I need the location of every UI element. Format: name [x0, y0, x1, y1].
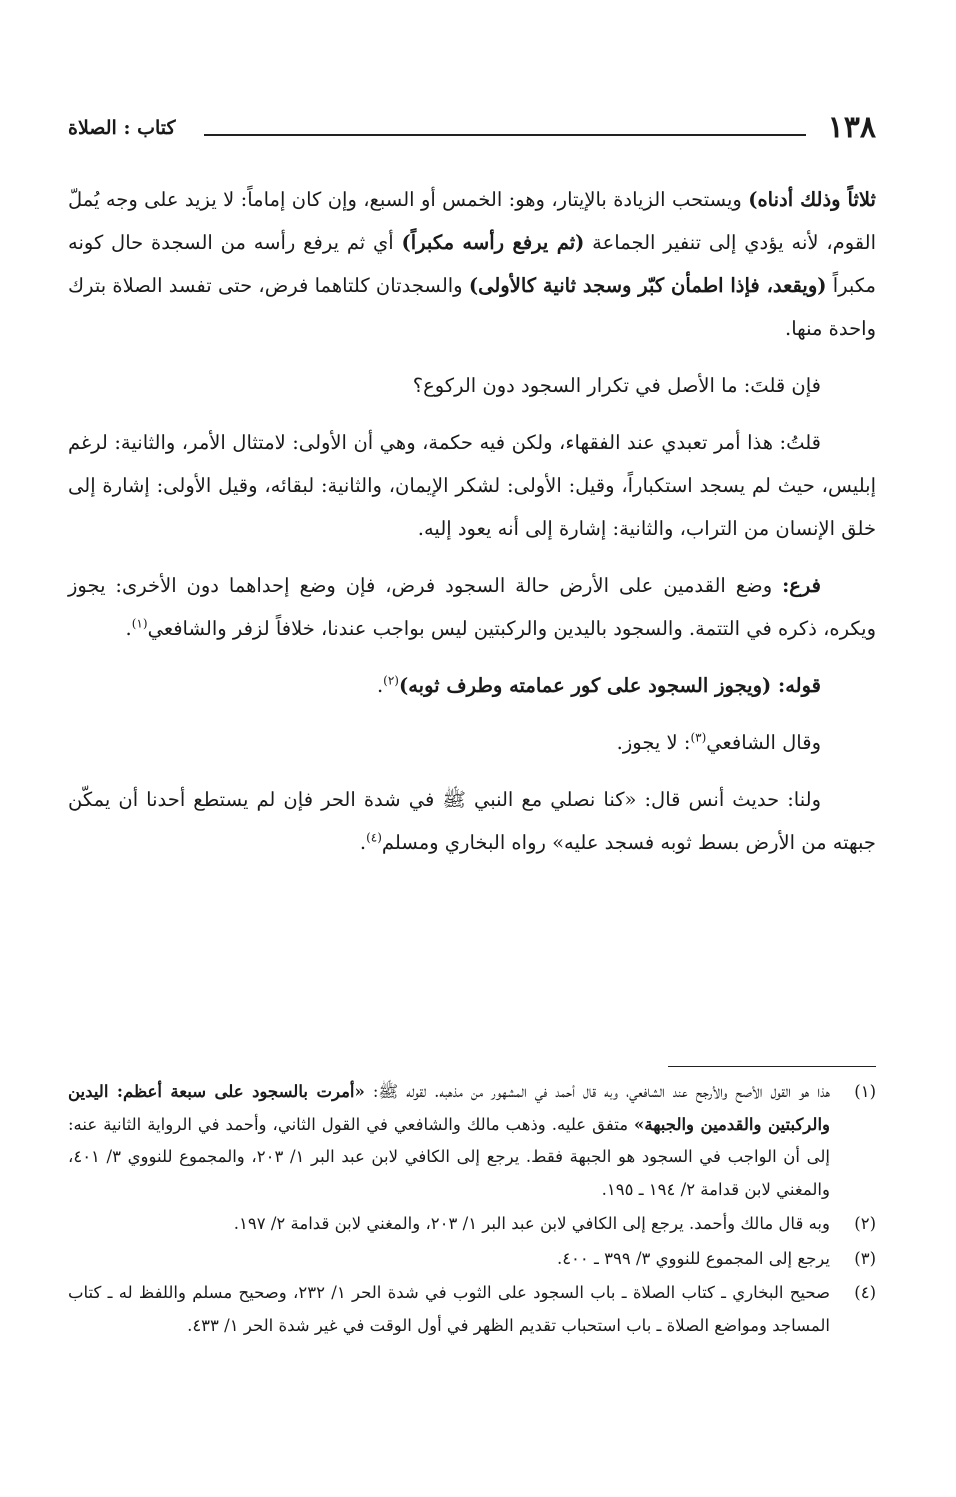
footnote-number: (٢) [854, 1214, 876, 1233]
footnote-4 [68, 1277, 876, 1342]
paragraph-1 [68, 178, 876, 350]
paragraph-3: قلتُ: هذا أمر تعبدي عند الفقهاء، ولكن فيه حكمة، وهي أن الأولى: لامتثال الأمر، والثانية: لرغم إبليس، حيث لم يسجد استكباراً، وقيل: الأولى: لشكر الإيمان، والثانية: لبقائه، وقيل الأولى: إشارة إلى خلق الإنسان من التراب، والثانية: إشارة إلى أنه يعود إليه. [68, 431, 876, 540]
main-text [68, 178, 876, 878]
text-run: . [359, 831, 367, 854]
paragraph-5 [68, 664, 876, 707]
paragraph-4 [68, 564, 876, 650]
text-run: متفق عليه. وذهب مالك والشافعي في القول الثاني، وأحمد في الرواية الثانية عنه: إلى أن الواجب في السجود هو الجبهة فقط. يرجع إلى الكافي لابن عبد البر ١/ ٢٠٣، والمجموع للنووي ٣/ ٤٠١، والمغني لابن قدامة ٢/ ١٩٤ ـ ١٩٥. [68, 1114, 830, 1199]
bold-quote: (ثم يرفع رأسه مكبراً) [401, 231, 585, 254]
footnote-text: وبه قال مالك وأحمد. يرجع إلى الكافي لابن عبد البر ١/ ٢٠٣، والمغني لابن قدامة ٢/ ١٩٧. [233, 1214, 830, 1233]
footnote-text: صحيح البخاري ـ كتاب الصلاة ـ باب السجود على الثوب في شدة الحر ١/ ٢٣٢، وصحيح مسلم واللفظ له ـ كتاب المساجد ومواضع الصلاة ـ باب استحباب تقديم الظهر في أول الوقت في غير شدة الحر ١/ ٤٣٣. [68, 1283, 830, 1335]
footnote-number: (٤) [854, 1283, 876, 1302]
text-run: ويستحب الزيادة بالإيتار، وهو: الخمس أو السبع، وإن كان إماماً: لا يزيد على وجه يُملّ القوم، لأنه يؤدي إلى تنفير الجماعة [68, 188, 876, 254]
footnote-number: (١) [854, 1082, 876, 1101]
footnote-text: يرجع إلى المجموع للنووي ٣/ ٣٩٩ ـ ٤٠٠. [556, 1248, 830, 1268]
paragraph-6 [68, 721, 876, 764]
footnote-3 [68, 1243, 876, 1276]
text-run: ولنا: حديث أنس قال: «كنا نصلي مع النبي ﷺ في شدة الحر فإن لم يستطع أحدنا أن يمكّن جبهته من الأرض بسط ثوبه فسجد عليه» رواه البخاري ومسلم [68, 788, 876, 854]
text-run: والسجدتان كلتاهما فرض، حتى تفسد الصلاة بترك واحدة منها. [68, 274, 876, 340]
text-run: هذا هو القول الأصح والأرجح عند الشافعي، وبه قال أحمد في المشهور من مذهبه. لقوله ﷺ: [364, 1082, 830, 1101]
footnote-2 [68, 1208, 876, 1241]
page-header [68, 108, 876, 148]
bold-quote: (ويقعد، فإذا اطمأن كبّر وسجد ثانية كالأولى) [468, 274, 827, 297]
paragraph-2: فإن قلتَ: ما الأصل في تكرار السجود دون الركوع؟ [412, 374, 821, 397]
bold-lead: فرع: [782, 574, 821, 597]
bold-lead: قوله: (ويجوز السجود على كور عمامته وطرف ثوبه) [398, 674, 821, 697]
book-page [68, 108, 876, 1488]
footnote-ref[interactable]: (٤) [366, 830, 382, 845]
text-run: . [376, 674, 384, 697]
bold-lead: ثلاثاً وذلك أدناه) [748, 188, 876, 211]
footnote-rule [668, 1066, 876, 1067]
footnote-ref[interactable]: (١) [131, 616, 148, 631]
footnote-number: (٣) [854, 1248, 876, 1268]
bold-quote: «أمرت بالسجود على سبعة أعظم: اليدين والركبتين والقدمين والجبهة» [68, 1082, 830, 1134]
footnote-1 [68, 1076, 876, 1206]
text-run: وقال الشافعي [706, 731, 821, 754]
footnote-text [68, 1076, 830, 1206]
footnote-ref[interactable]: (٣) [690, 730, 707, 745]
footnote-ref[interactable]: (٢) [383, 673, 399, 688]
text-run: وضع القدمين على الأرض حالة السجود فرض، فإن وضع إحداهما دون الأخرى: يجوز ويكره، ذكره في التتمة. والسجود باليدين والركبتين ليس بواجب عندنا، خلافاً لزفر والشافعي [68, 574, 876, 640]
text-run: أي ثم يرفع رأسه من السجدة حال كونه مكبراً [68, 231, 876, 297]
header-rule [204, 134, 806, 136]
paragraph-7 [68, 778, 876, 864]
footnotes [68, 1076, 876, 1344]
running-title: كتاب : الصلاة [68, 117, 176, 139]
page-number: ١٣٨ [827, 110, 876, 145]
text-run: : لا يجوز. [616, 731, 691, 754]
text-run: . [125, 617, 132, 640]
